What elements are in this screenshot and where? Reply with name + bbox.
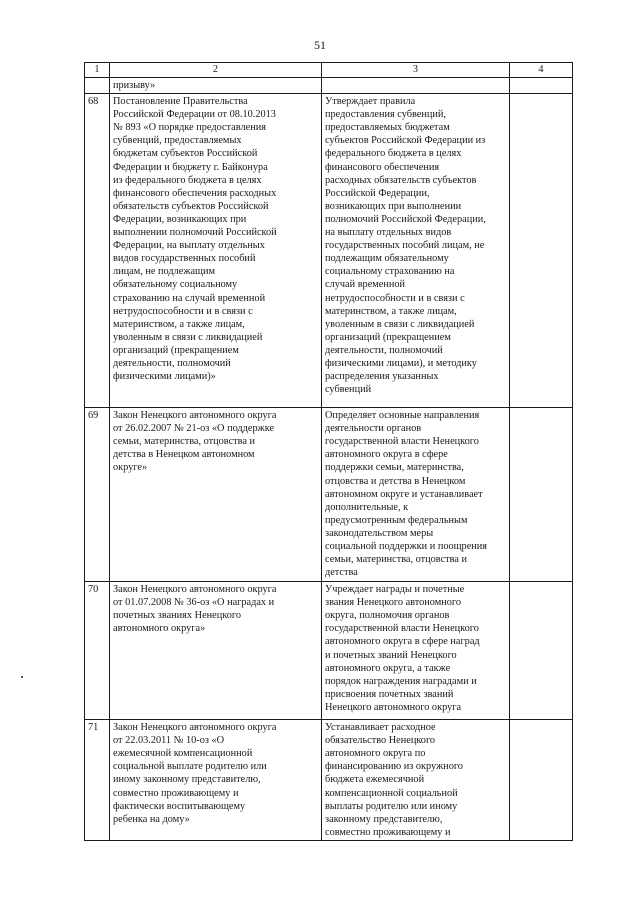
- note-cell: [510, 94, 573, 408]
- act-name-text: призыву»: [113, 80, 156, 91]
- row-number: 70: [85, 582, 110, 720]
- act-name-cell: [110, 94, 322, 408]
- act-content-text: Устанавливает расходное обязательство Ненецкого автономного округа по финансированию из окружного бюджета ежемесячной компенсационной социальной выплаты родителю или иному законному представителю, совместно проживающему и: [325, 722, 463, 838]
- scan-speck: [21, 676, 23, 678]
- legal-acts-table: [84, 62, 573, 841]
- act-name-cell: [110, 408, 322, 582]
- table-row: [85, 582, 573, 720]
- act-name-text: Закон Ненецкого автономного округа от 26.02.2007 № 21-оз «О поддержке семьи, материнства, отцовства и детства в Ненецком автономном округе»: [113, 410, 277, 474]
- act-name-text: Закон Ненецкого автономного округа от 01.07.2008 № 36-оз «О наградах и почетных званиях Ненецкого автономного округа»: [113, 584, 277, 635]
- note-cell: [510, 408, 573, 582]
- row-number: 69: [85, 408, 110, 582]
- act-content-text: Учреждает награды и почетные звания Ненецкого автономного округа, полномочия органов государственной власти Ненецкого автономного округа в сфере наград и почетных званий Ненецкого автономного округа, а также порядок награждения наградами и присвоения почетных званий Ненецкого автономного округа: [325, 584, 480, 713]
- act-name-text: Постановление Правительства Российской Федерации от 08.10.2013 № 893 «О порядке предоставления субвенций, предоставляемых бюджетам субъектов Российской Федерации и бюджету г. Байконура из федерального бюджета в целях финансового обеспечения расходных обязательств субъектов Российской Федерации, возникающих при выполнении полномочий Российской Федерации, на выплату отдельных видов государственных пособий лицам, не подлежащим обязательному социальному страхованию на случай временной нетрудоспособности и в связи с материнством, а также лицам, уволенным в связи с ликвидацией организаций (прекращением деятельности, полномочий физическими лицами)»: [113, 96, 277, 383]
- note-cell: [510, 582, 573, 720]
- note-cell: [510, 78, 573, 94]
- act-content-cell: [322, 720, 510, 841]
- table-row: [85, 78, 573, 94]
- act-content-text: Утверждает правила предоставления субвенций, предоставляемых бюджетам субъектов Российской Федерации из федерального бюджета в целях финансового обеспечения расходных обязательств субъектов Российской Федерации, возникающих при выполнении полномочий Российской Федерации, на выплату отдельных видов государственных пособий лицам, не подлежащим обязательному социальному страхованию на случай временной нетрудоспособности и в связи с материнством, а также лицам, уволенным в связи с ликвидацией организаций (прекращением деятельности, полномочий физическими лицами), и методику распределения указанных субвенций: [325, 96, 486, 396]
- act-name-cell: [110, 582, 322, 720]
- table-row: [85, 720, 573, 841]
- column-header-3: 3: [322, 63, 510, 78]
- row-number: 68: [85, 94, 110, 408]
- act-content-cell: [322, 582, 510, 720]
- header-row: [85, 63, 573, 78]
- act-name-text: Закон Ненецкого автономного округа от 22.03.2011 № 10-оз «О ежемесячной компенсационной социальной выплате родителю или иному законному представителю, совместно проживающему и фактически воспитывающему ребенка на дому»: [113, 722, 277, 825]
- act-content-cell: [322, 78, 510, 94]
- act-content-cell: [322, 94, 510, 408]
- row-number: [85, 78, 110, 94]
- table-row: [85, 408, 573, 582]
- row-number: 71: [85, 720, 110, 841]
- note-cell: [510, 720, 573, 841]
- act-name-cell: [110, 720, 322, 841]
- act-content-text: Определяет основные направления деятельности органов государственной власти Ненецкого автономного округа в сфере поддержки семьи, материнства, отцовства и детства в Ненецком автономном округе и устанавливает дополнительные, к предусмотренным федеральным законодательством меры социальной поддержки и поощрения семьи, материнства, отцовства и детства: [325, 410, 488, 579]
- column-header-2: 2: [110, 63, 322, 78]
- act-name-cell: [110, 78, 322, 94]
- column-header-4: 4: [510, 63, 573, 78]
- page-number: 51: [314, 38, 326, 52]
- column-header-1: 1: [85, 63, 110, 78]
- table-row: [85, 94, 573, 408]
- act-content-cell: [322, 408, 510, 582]
